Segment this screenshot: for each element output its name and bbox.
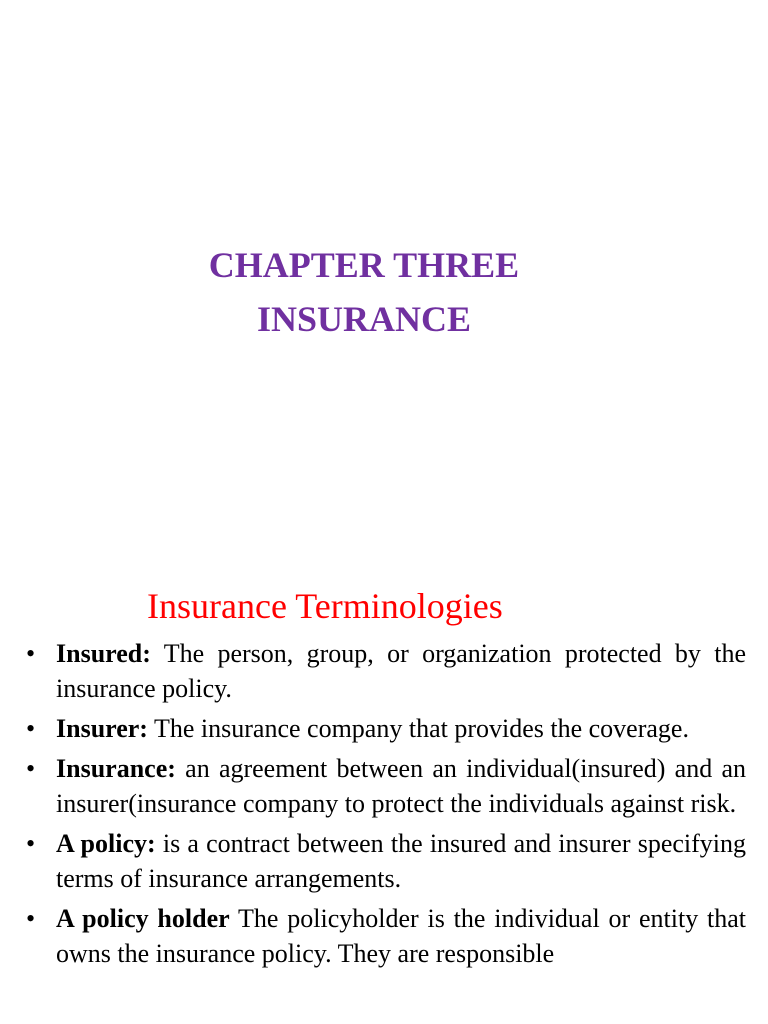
bullet-icon: • (26, 904, 36, 933)
bullet-icon: • (26, 714, 36, 743)
list-item-policy-holder (26, 901, 746, 971)
chapter-title-line-1: CHAPTER THREE (208, 245, 520, 285)
terminology-list (26, 636, 746, 976)
chapter-title (0, 238, 728, 346)
term-definition: an agreement between an individual(insured) and an insurer(insurance company to protect the individuals against risk. (56, 754, 746, 818)
term-definition: The policyholder is the individual or entity that owns the insurance policy. They are responsible (56, 904, 747, 968)
bullet-icon: • (26, 829, 36, 858)
term-definition: is a contract between the insured and insurer specifying terms of insurance arrangements. (56, 829, 747, 893)
term-name: A policy holder (56, 904, 230, 933)
term-definition: The insurance company that provides the coverage. (147, 714, 689, 743)
list-item-insurer (26, 711, 746, 746)
term-name: A policy: (56, 829, 156, 858)
list-item-policy (26, 826, 746, 896)
list-item-insured (26, 636, 746, 706)
term-name: Insured: (56, 639, 151, 668)
term-name: Insurance: (56, 754, 176, 783)
chapter-title-line-2: INSURANCE (256, 299, 472, 339)
bullet-icon: • (26, 754, 36, 783)
bullet-icon: • (26, 639, 36, 668)
list-item-insurance (26, 751, 746, 821)
term-name: Insurer: (56, 714, 148, 743)
section-heading: Insurance Terminologies (147, 586, 503, 626)
term-definition: The person, group, or organization protected by the insurance policy. (56, 639, 746, 703)
